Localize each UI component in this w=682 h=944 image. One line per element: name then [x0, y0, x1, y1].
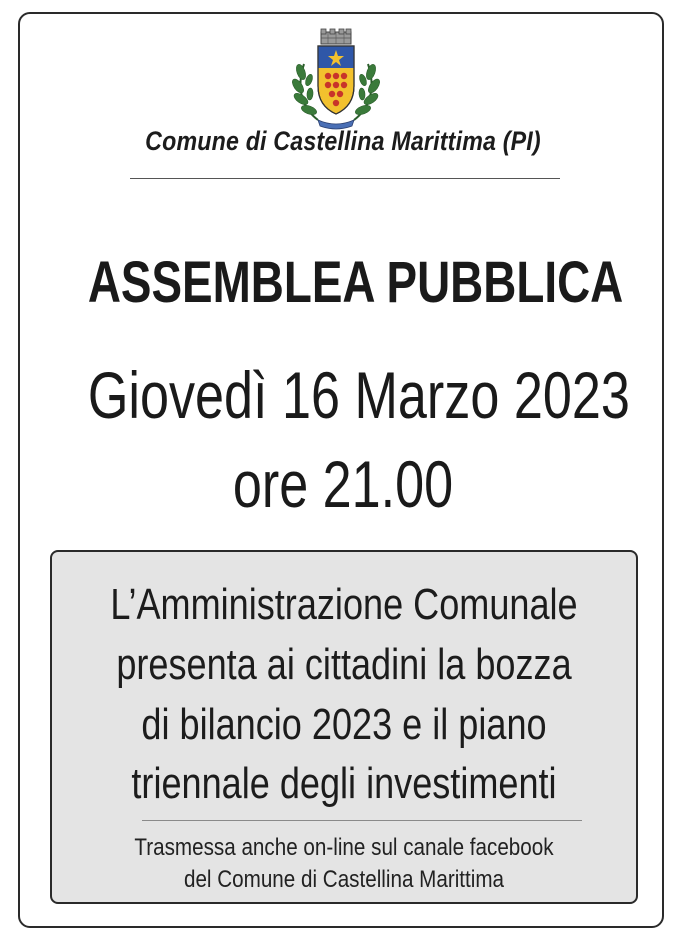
announcement-box	[50, 550, 638, 904]
poster-frame	[18, 12, 664, 928]
event-date: Giovedì 16 Marzo 2023	[87, 358, 630, 432]
municipal-coat-of-arms	[288, 28, 384, 134]
header-divider	[130, 178, 560, 179]
broadcast-note-line: Trasmessa anche on-line sul canale facebook	[134, 834, 554, 861]
event-time: ore 21.00	[232, 447, 454, 521]
description-line: di bilancio 2023 e il piano	[141, 700, 547, 749]
description-line: presenta ai cittadini la bozza	[116, 640, 572, 689]
event-title: ASSEMBLEA PUBBLICA	[87, 250, 624, 315]
description-line: L’Amministrazione Comunale	[110, 580, 578, 629]
broadcast-note-line: del Comune di Castellina Marittima	[183, 866, 505, 893]
municipality-name: Comune di Castellina Marittima (PI)	[145, 126, 541, 156]
box-divider	[142, 820, 582, 821]
description-line: triennale degli investimenti	[131, 759, 557, 808]
